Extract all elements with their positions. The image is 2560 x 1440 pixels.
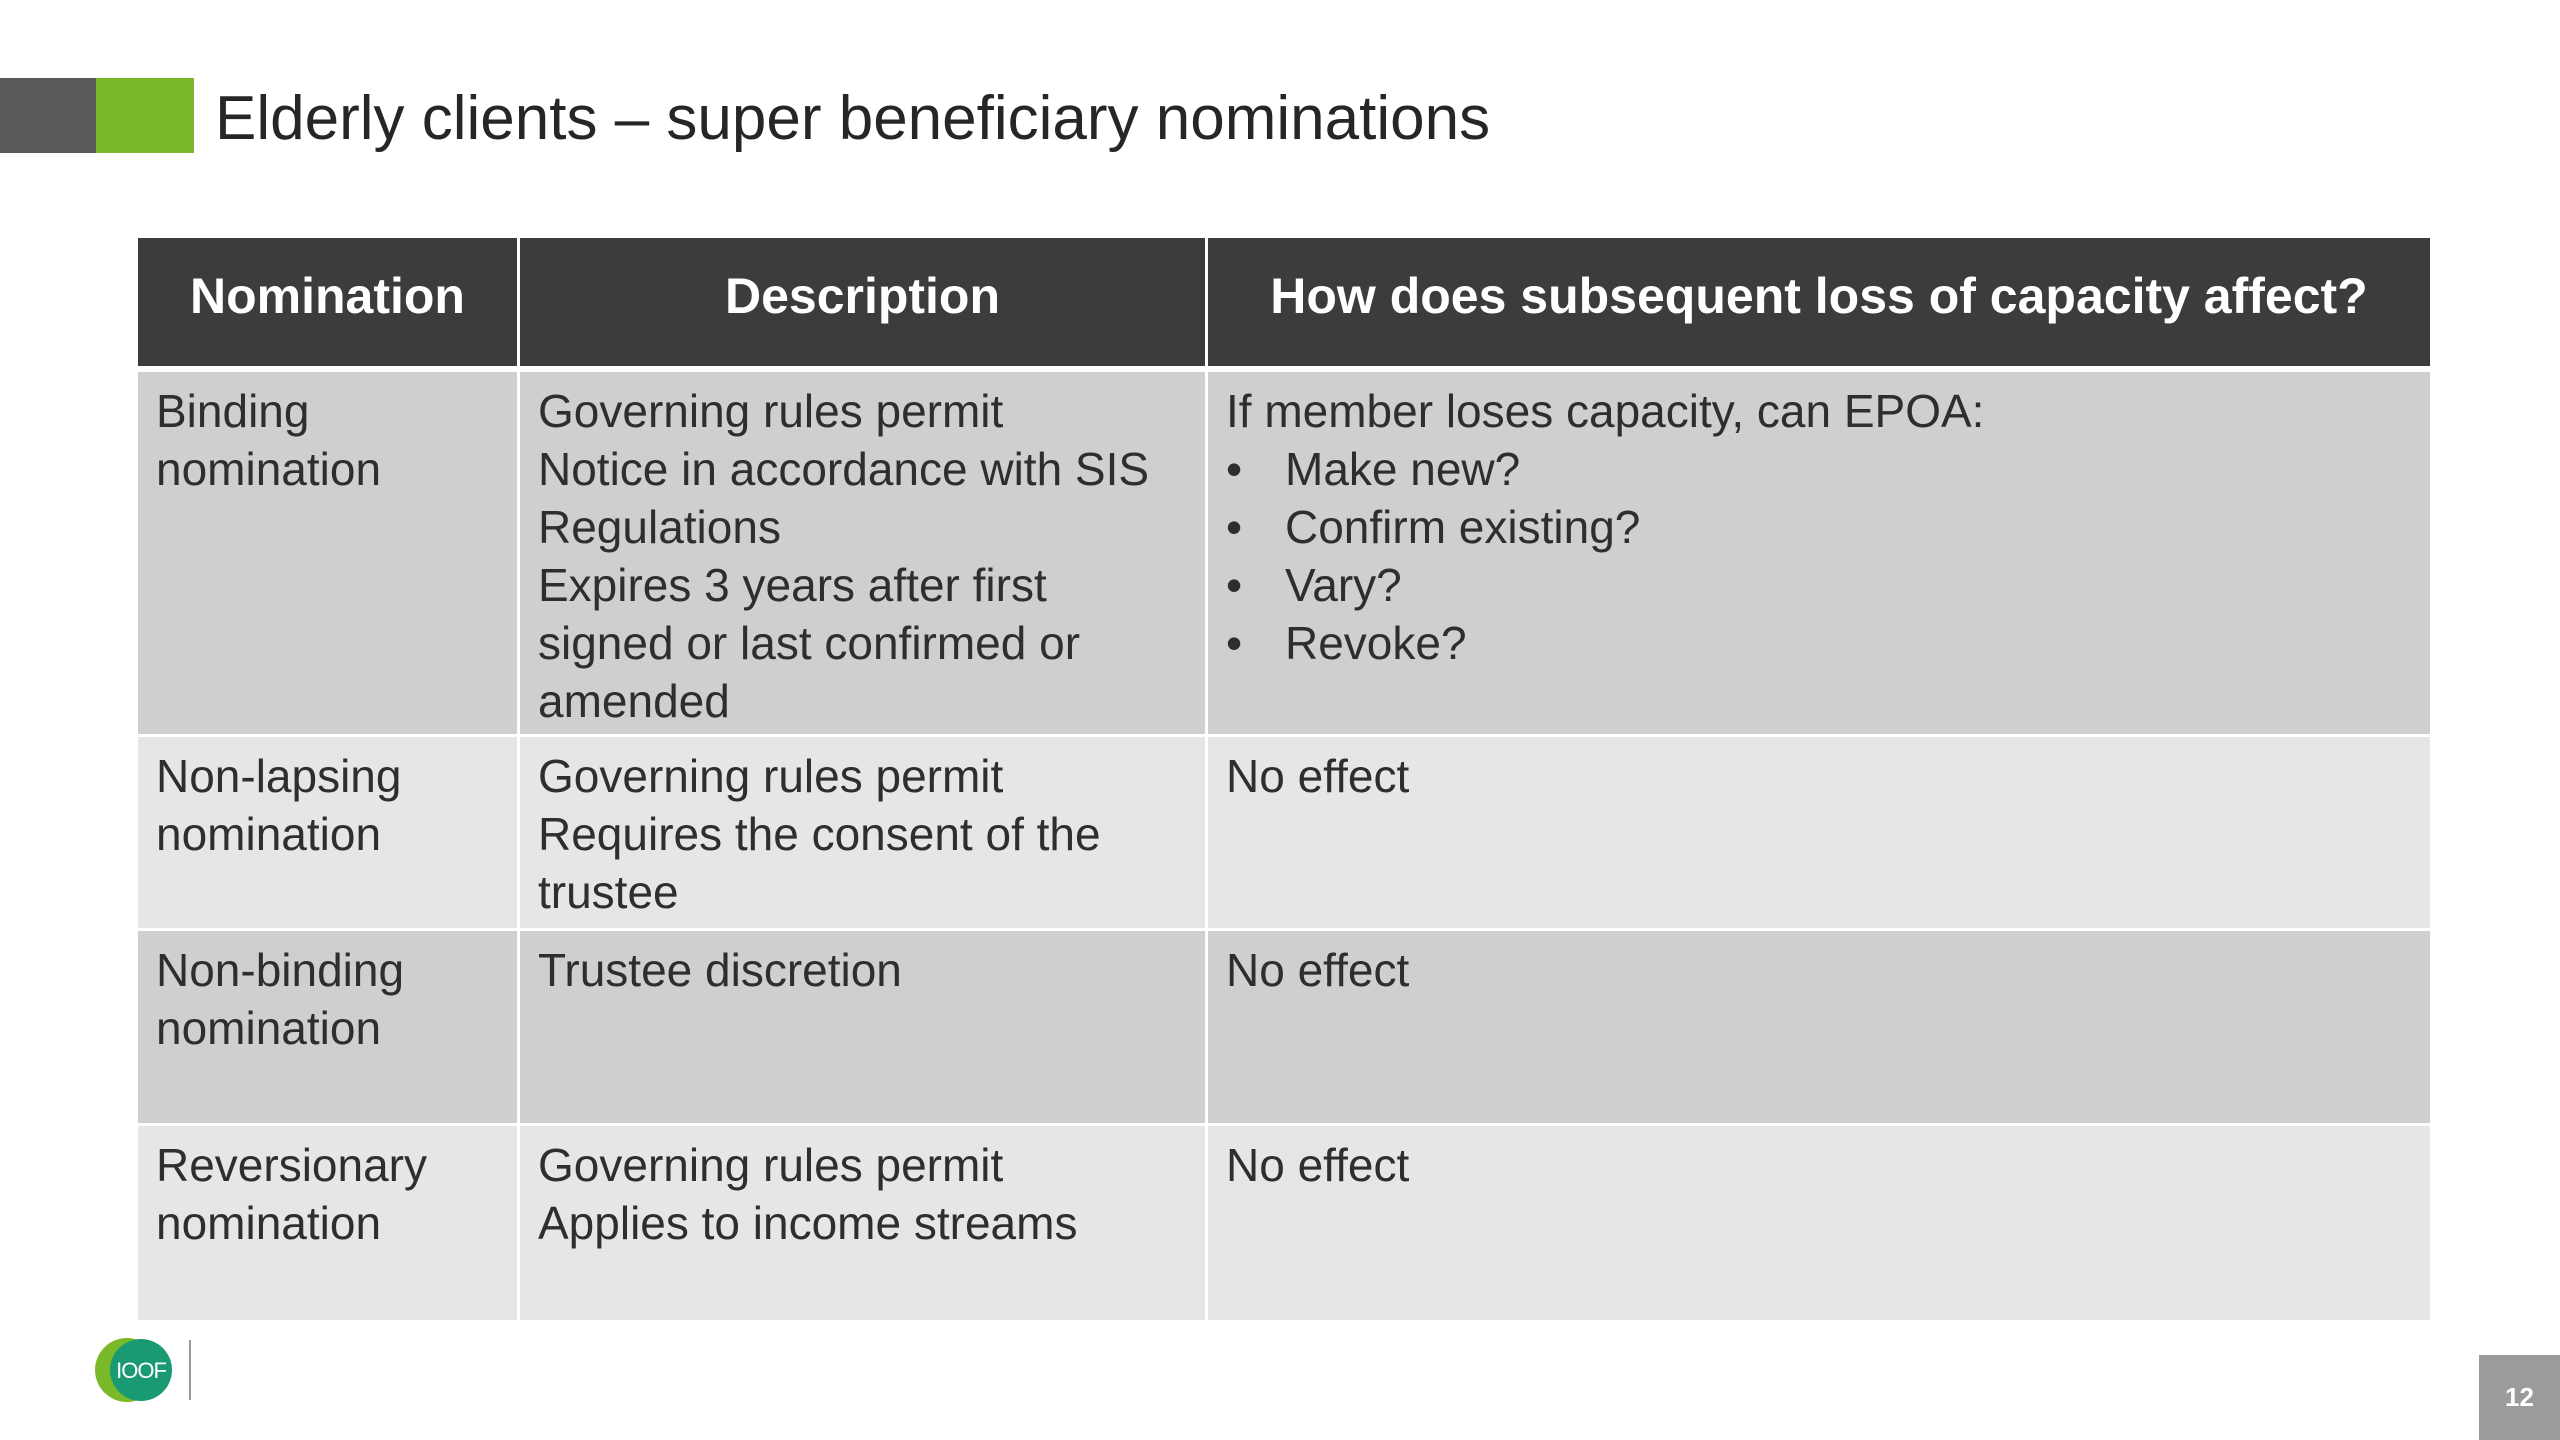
- nomination-text: Non-lapsing: [156, 750, 402, 802]
- effect-text: No effect: [1226, 1139, 1410, 1191]
- table-row: [138, 1126, 2430, 1323]
- bullet-marker: •: [1226, 443, 1243, 495]
- table-row: [138, 931, 2430, 1126]
- nomination-text: nomination: [156, 808, 382, 860]
- description-text: Governing rules permit: [538, 1139, 1004, 1191]
- effect-text: No effect: [1226, 750, 1410, 802]
- effect-intro-text: If member loses capacity, can EPOA:: [1226, 385, 1985, 437]
- description-text: Requires the consent of the: [538, 808, 1101, 860]
- description-cell: [520, 372, 1208, 737]
- description-text: trustee: [538, 866, 679, 918]
- bullet-marker: •: [1226, 501, 1243, 553]
- description-text: Notice in accordance with SIS: [538, 443, 1150, 495]
- nominations-table: [138, 238, 2430, 1323]
- description-text: Trustee discretion: [538, 944, 902, 996]
- effect-cell: [1208, 931, 2430, 1126]
- nomination-text: Reversionary: [156, 1139, 427, 1191]
- table-header-row: [138, 238, 2430, 372]
- list-item: [1226, 614, 2412, 672]
- bullet-text: Vary?: [1285, 559, 1402, 611]
- nomination-cell: [138, 372, 520, 737]
- effect-cell: [1208, 372, 2430, 737]
- list-item: [1226, 440, 2412, 498]
- description-text: Governing rules permit: [538, 750, 1004, 802]
- effect-bullet-list: [1226, 440, 2412, 672]
- slide-title: Elderly clients – super beneficiary nominations: [215, 84, 1491, 153]
- description-cell: [520, 931, 1208, 1126]
- nomination-text: Non-binding: [156, 944, 405, 996]
- page-number: 12: [2479, 1355, 2560, 1440]
- bullet-text: Confirm existing?: [1285, 501, 1641, 553]
- ioof-logo: [93, 1334, 193, 1406]
- header-nomination: Nomination: [138, 238, 520, 372]
- bullet-text: Make new?: [1285, 443, 1521, 495]
- list-item: [1226, 556, 2412, 614]
- nomination-text: nomination: [156, 1197, 382, 1249]
- list-item: [1226, 498, 2412, 556]
- description-text: amended: [538, 675, 730, 727]
- nomination-cell: [138, 737, 520, 931]
- logo-divider: [189, 1340, 191, 1400]
- description-text: signed or last confirmed or: [538, 617, 1081, 669]
- bullet-marker: •: [1226, 559, 1243, 611]
- nomination-text: nomination: [156, 443, 382, 495]
- effect-cell: [1208, 1126, 2430, 1323]
- effect-text: No effect: [1226, 944, 1410, 996]
- logo-text: IOOF: [116, 1358, 166, 1383]
- header-capacity-effect: How does subsequent loss of capacity affect?: [1208, 238, 2430, 372]
- nomination-text: Binding: [156, 385, 310, 437]
- effect-cell: [1208, 737, 2430, 931]
- table-row: [138, 737, 2430, 931]
- nomination-cell: [138, 931, 520, 1126]
- header-description: Description: [520, 238, 1208, 372]
- nomination-text: nomination: [156, 1002, 382, 1054]
- nomination-cell: [138, 1126, 520, 1323]
- title-accent-green-bar: [96, 78, 194, 153]
- description-text: Applies to income streams: [538, 1197, 1078, 1249]
- description-cell: [520, 1126, 1208, 1323]
- description-text: Expires 3 years after first: [538, 559, 1047, 611]
- bullet-marker: •: [1226, 617, 1243, 669]
- bullet-text: Revoke?: [1285, 617, 1467, 669]
- title-accent-dark-bar: [0, 78, 96, 153]
- table-row: [138, 372, 2430, 737]
- description-text: Governing rules permit: [538, 385, 1004, 437]
- description-cell: [520, 737, 1208, 931]
- description-text: Regulations: [538, 501, 781, 553]
